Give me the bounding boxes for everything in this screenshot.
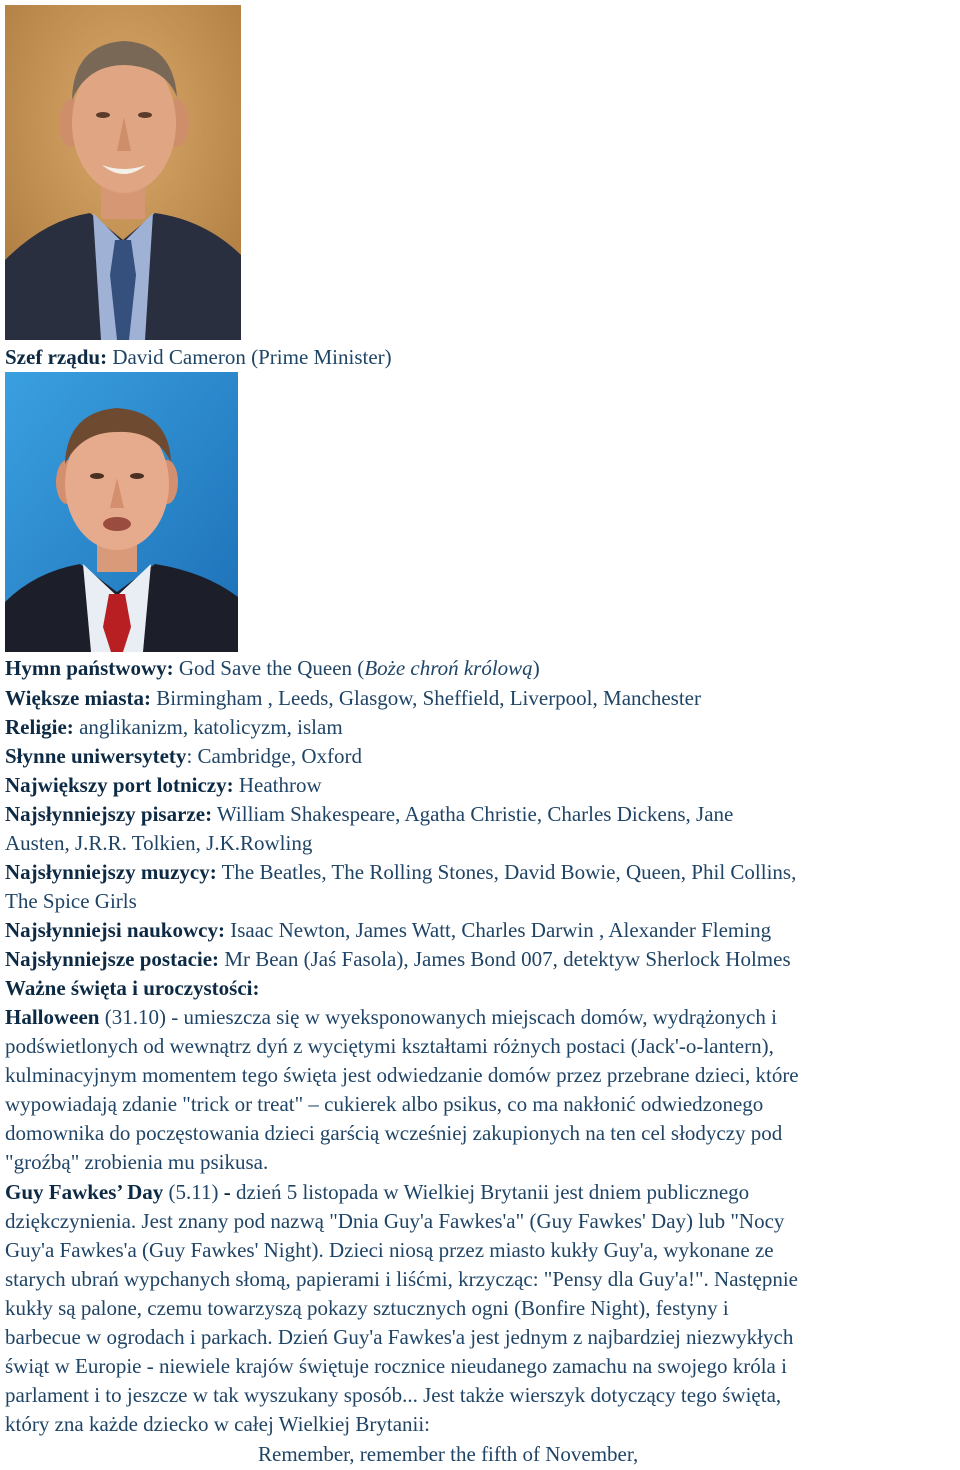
guy-fawkes-line-3 [5, 1236, 957, 1265]
halloween-line-1 [5, 1003, 957, 1032]
anthem-value: God Save the Queen ( [173, 656, 365, 680]
halloween-line-4 [5, 1090, 957, 1119]
airport-value: Heathrow [233, 773, 322, 797]
head-of-government-value: David Cameron (Prime Minister) [107, 345, 392, 369]
halloween-text-2: podświetlonych od wewnątrz dyń z wyciętymi kształtami różnych postaci (Jack'-o-lantern), [5, 1034, 774, 1058]
poem-text: Remember, remember the fifth of November, [258, 1442, 639, 1466]
religions-label: Religie: [5, 715, 74, 739]
portrait-1-image [5, 5, 241, 340]
guy-fawkes-line-6 [5, 1323, 957, 1352]
religions-value: anglikanizm, katolicyzm, islam [73, 715, 343, 739]
guy-fawkes-text-9: który zna każde dziecko w całej Wielkiej Brytanii: [5, 1412, 431, 1436]
halloween-line-2 [5, 1032, 957, 1061]
airport-line [5, 771, 957, 800]
anthem-close: ) [532, 656, 540, 680]
universities-line [5, 742, 957, 771]
writers-line-1 [5, 800, 957, 829]
anthem-label: Hymn państwowy: [5, 656, 174, 680]
writers-label: Najsłynniejszy pisarze: [5, 802, 213, 826]
portrait-2-image [5, 372, 238, 652]
musicians-label: Najsłynniejszy muzycy: [5, 860, 217, 884]
anthem-line [5, 654, 957, 683]
halloween-text-1: (31.10) - umieszcza się w wyeksponowanych miejscach domów, wydrążonych i [99, 1005, 777, 1029]
guy-fawkes-date: (5.11) [163, 1180, 224, 1204]
writers-value-2: Austen, J.R.R. Tolkien, J.K.Rowling [5, 831, 313, 855]
guy-fawkes-text-7: świąt w Europie - niewiele krajów świętuje rocznice nieudanego zamachu na swojego króla i [5, 1354, 787, 1378]
guy-fawkes-text-2: dziękczynienia. Jest znany pod nazwą "Dnia Guy'a Fawkes'a" (Guy Fawkes' Day) lub "Nocy [5, 1209, 785, 1233]
characters-label: Najsłynniejsze postacie: [5, 947, 220, 971]
airport-label: Największy port lotniczy: [5, 773, 234, 797]
halloween-line-6 [5, 1148, 957, 1177]
guy-fawkes-text-1: dzień 5 listopada w Wielkiej Brytanii jest dniem publicznego [230, 1180, 750, 1204]
portrait-photo-1 [5, 5, 241, 340]
musicians-value-2: The Spice Girls [5, 889, 137, 913]
universities-label: Słynne uniwersytety [5, 744, 187, 768]
anthem-translation: Boże chroń królową [364, 656, 533, 680]
holidays-heading: Ważne święta i uroczystości: [5, 976, 260, 1000]
portrait-photo-2 [5, 372, 238, 652]
guy-fawkes-line-7 [5, 1352, 957, 1381]
halloween-text-5: domownika do poczęstowania dzieci garścią wcześniej zakupionych na ten cel słodyczy pod [5, 1121, 783, 1145]
religions-line [5, 713, 957, 742]
holidays-heading-line [5, 974, 957, 1003]
guy-fawkes-text-4: starych ubrań wypchanych słomą, papierami i liśćmi, krzycząc: "Pensy dla Guy'a!". Następnie [5, 1267, 799, 1291]
guy-fawkes-line-1 [5, 1178, 957, 1207]
guy-fawkes-line-5 [5, 1294, 957, 1323]
scientists-value: Isaac Newton, James Watt, Charles Darwin , Alexander Fleming [224, 918, 772, 942]
halloween-label: Halloween [5, 1005, 100, 1029]
characters-value: Mr Bean (Jaś Fasola), James Bond 007, detektyw Sherlock Holmes [219, 947, 791, 971]
head-of-government-line [5, 343, 957, 372]
guy-fawkes-text-8: parlament i to jeszcze w tak wyszukany sposób... Jest także wierszyk dotyczący tego święta, [5, 1383, 782, 1407]
halloween-text-3: kulminacyjnym momentem tego święta jest odwiedzanie domów przez przebrane dzieci, które [5, 1063, 799, 1087]
guy-fawkes-line-9 [5, 1410, 957, 1439]
halloween-text-6: "groźbą" zrobienia mu psikusa. [5, 1150, 269, 1174]
guy-fawkes-line-2 [5, 1207, 957, 1236]
musicians-line-1 [5, 858, 957, 887]
halloween-line-5 [5, 1119, 957, 1148]
poem-line [258, 1440, 948, 1469]
scientists-line [5, 916, 957, 945]
scientists-label: Najsłynniejsi naukowcy: [5, 918, 225, 942]
guy-fawkes-dash: - [223, 1180, 231, 1204]
musicians-value-1: The Beatles, The Rolling Stones, David Bowie, Queen, Phil Collins, [216, 860, 797, 884]
musicians-line-2 [5, 887, 957, 916]
guy-fawkes-text-6: barbecue w ogrodach i parkach. Dzień Guy'a Fawkes'a jest jednym z najbardziej niezwykłych [5, 1325, 794, 1349]
guy-fawkes-text-3: Guy'a Fawkes'a (Guy Fawkes' Night). Dzieci niosą przez miasto kukły Guy'a, wykonane ze [5, 1238, 774, 1262]
cities-line [5, 684, 957, 713]
guy-fawkes-line-4 [5, 1265, 957, 1294]
guy-fawkes-text-5: kukły są palone, czemu towarzyszą pokazy sztucznych ogni (Bonfire Night), festyny i [5, 1296, 729, 1320]
universities-value: : Cambridge, Oxford [186, 744, 362, 768]
guy-fawkes-label: Guy Fawkes’ Day [5, 1180, 164, 1204]
cities-value: Birmingham , Leeds, Glasgow, Sheffield, Liverpool, Manchester [151, 686, 701, 710]
writers-line-2 [5, 829, 957, 858]
characters-line [5, 945, 957, 974]
head-of-government-label: Szef rządu: [5, 345, 108, 369]
cities-label: Większe miasta: [5, 686, 152, 710]
halloween-text-4: wypowiadają zdanie "trick or treat" – cukierek albo psikus, co ma nakłonić odwiedzonego [5, 1092, 764, 1116]
writers-value-1: William Shakespeare, Agatha Christie, Charles Dickens, Jane [212, 802, 734, 826]
halloween-line-3 [5, 1061, 957, 1090]
guy-fawkes-line-8 [5, 1381, 957, 1410]
